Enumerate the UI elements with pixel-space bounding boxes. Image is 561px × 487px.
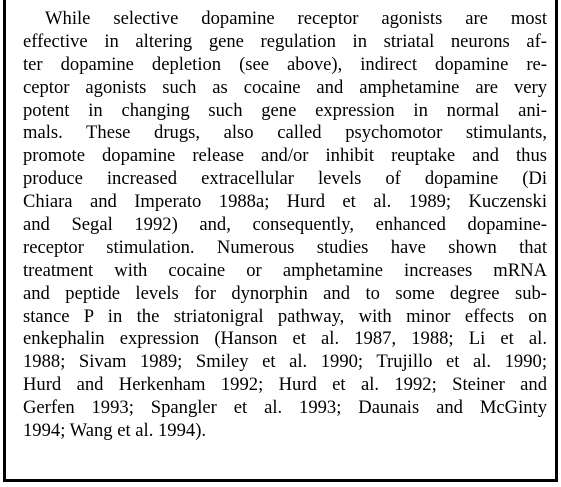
paragraph-line: potent in changing such gene expression in normal ani- xyxy=(23,99,547,121)
paragraph-line: effective in altering gene regulation in striatal neurons af- xyxy=(23,30,547,52)
paragraph-line: While selective dopamine receptor agonists are most xyxy=(45,8,547,29)
paragraph-line: mals. These drugs, also called psychomotor stimulants, xyxy=(23,122,547,144)
paragraph-line: promote dopamine release and/or inhibit reuptake and thus xyxy=(23,145,547,167)
paragraph-line: treatment with cocaine or amphetamine increases mRNA xyxy=(23,259,547,281)
paragraph-line: 1994; Wang et al. 1994). xyxy=(23,420,207,442)
paragraph-line: ter dopamine depletion (see above), indirect dopamine re- xyxy=(23,53,547,75)
paragraph-line: Hurd and Herkenham 1992; Hurd et al. 1992; Steiner and xyxy=(23,374,547,396)
paragraph-line: receptor stimulation. Numerous studies have shown that xyxy=(23,236,547,258)
paragraph-line: ceptor agonists such as cocaine and amphetamine are very xyxy=(23,76,547,98)
paragraph-line: stance P in the striatonigral pathway, with minor effects on xyxy=(23,305,547,327)
paragraph-line: Chiara and Imperato 1988a; Hurd et al. 1989; Kuczenski xyxy=(23,191,547,213)
paragraph-line: produce increased extracellular levels of dopamine (Di xyxy=(23,168,547,190)
paragraph xyxy=(23,8,547,443)
paragraph-line: and peptide levels for dynorphin and to some degree sub- xyxy=(23,282,547,304)
text-excerpt-frame xyxy=(3,0,558,482)
paragraph-line: 1988; Sivam 1989; Smiley et al. 1990; Trujillo et al. 1990; xyxy=(23,351,547,373)
paragraph-line: Gerfen 1993; Spangler et al. 1993; Daunais and McGinty xyxy=(23,397,547,419)
paragraph-line: enkephalin expression (Hanson et al. 1987, 1988; Li et al. xyxy=(23,328,547,350)
paragraph-line: and Segal 1992) and, consequently, enhanced dopamine- xyxy=(23,214,547,236)
